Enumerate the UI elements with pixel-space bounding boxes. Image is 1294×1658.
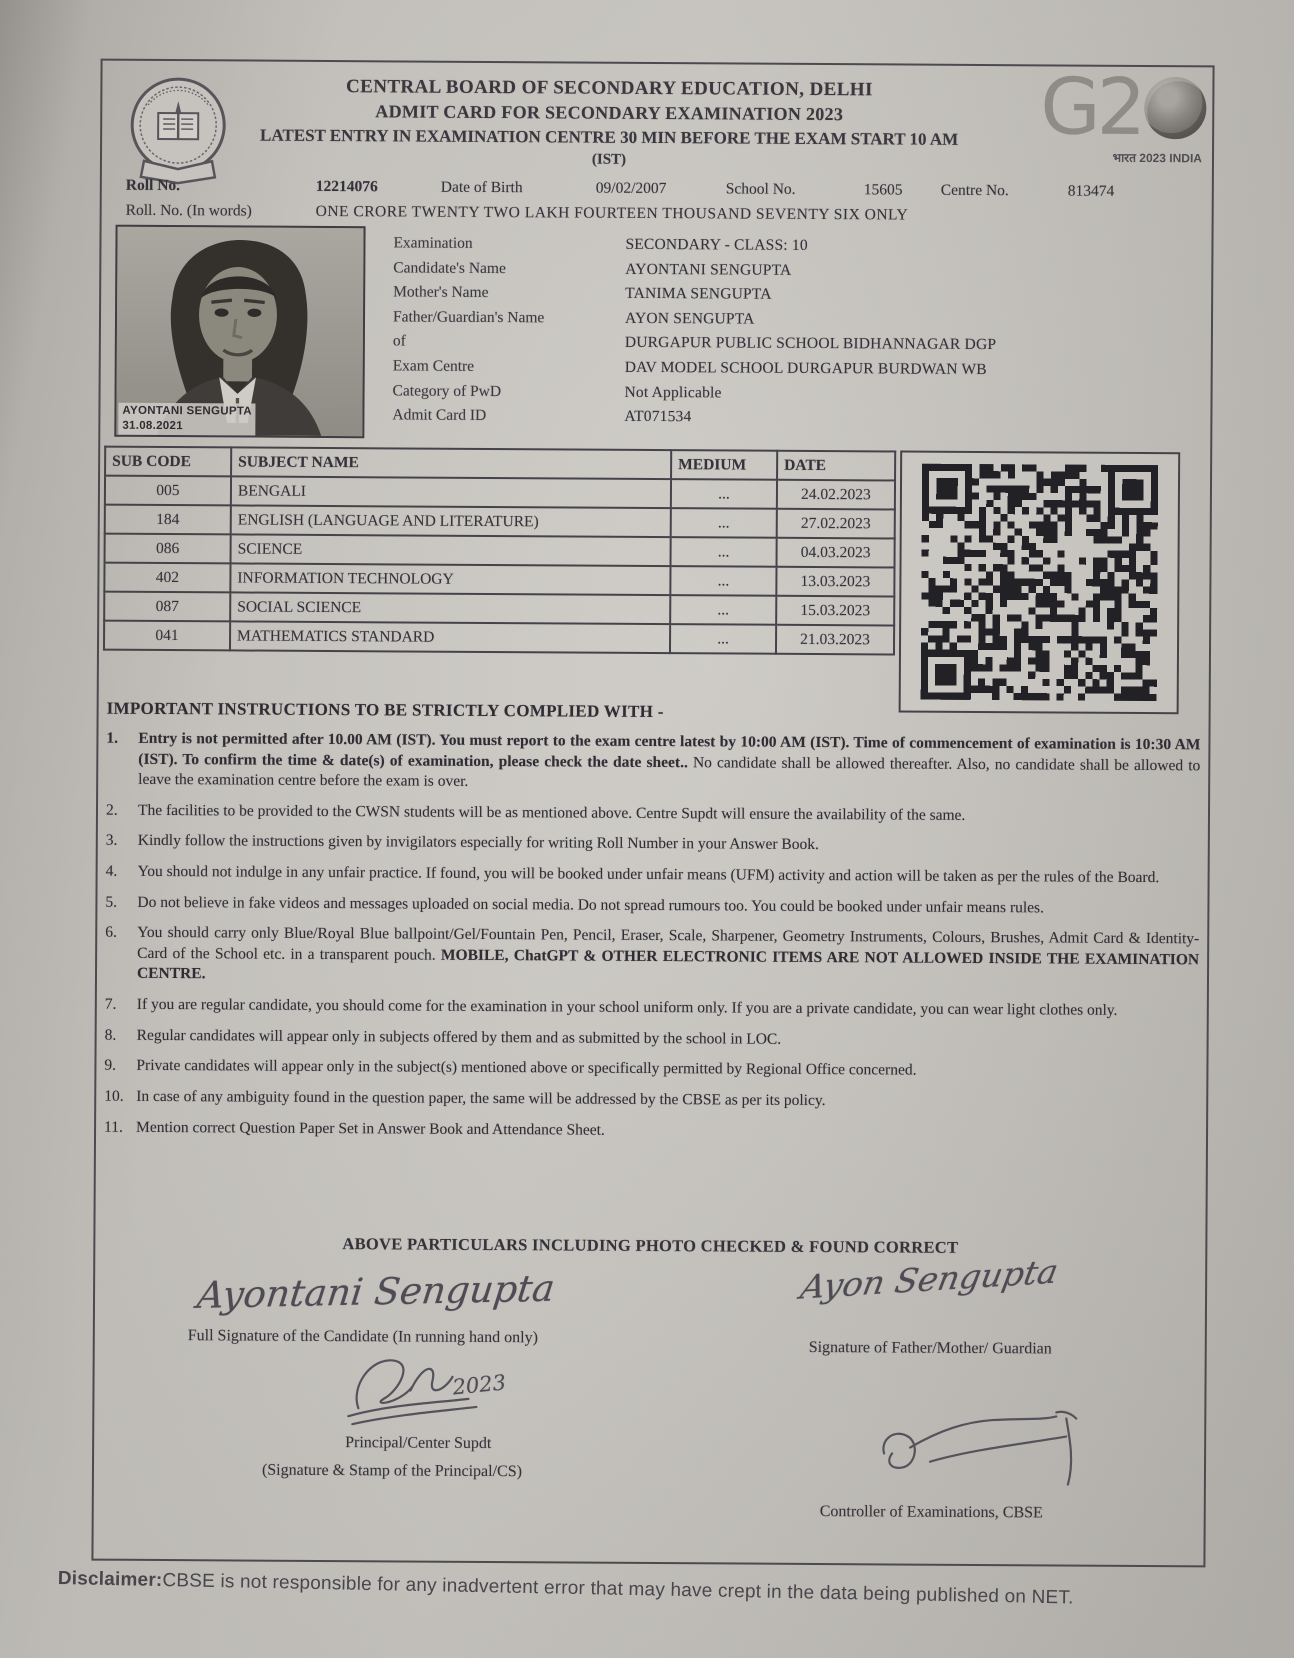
instruction-item: 8. Regular candidates will appear only in subjects offered by them and as submitted by the school in LOC. [104,1026,782,1048]
subject-date: 04.03.2023 [777,538,895,568]
instructions-heading: IMPORTANT INSTRUCTIONS TO BE STRICTLY COMPLIED WITH - [106,698,664,722]
candidate-details [392,234,1199,436]
subject-code: 086 [105,534,231,564]
g20-caption-year: 2023 INDIA [1139,150,1203,166]
instructions-section [104,699,1201,1145]
instruction-item: 4. You should not indulge in any unfair practice. If found, you will be booked under unfair means (UFM) activity and action will be taken as per the rules of the Board. [105,862,1160,887]
g20-text: G2 [1039,62,1143,153]
detail-value: AT071534 [624,407,692,426]
instruction-item: 5. Do not believe in fake videos and messages uploaded on social media. Do not spread rumours too. You could be booked under unfair means rules. [105,893,1045,917]
disclaimer-label: Disclaimer: [57,1568,163,1592]
entry-note: LATEST ENTRY IN EXAMINATION CENTRE 30 MIN BEFORE THE EXAM START 10 AM [260,125,959,149]
principal-signature-date: 2023 [451,1370,508,1400]
detail-label: Category of PwD [392,381,502,400]
detail-label: Examination [393,234,473,252]
col-header-subject-name: SUBJECT NAME [231,447,671,479]
candidate-signature-label: Full Signature of the Candidate (In running hand only) [187,1327,539,1347]
col-header-medium: MEDIUM [671,450,777,480]
detail-label: Admit Card ID [392,406,487,425]
detail-label: Exam Centre [392,357,475,375]
dob-label: Date of Birth [440,178,523,197]
parent-signature: Ayon Sengupta [797,1251,1062,1307]
detail-label: Candidate's Name [393,258,506,277]
principal-signature-label: Principal/Center Supdt [345,1434,492,1453]
qr-code-icon [912,464,1167,702]
roll-no-value: 12214076 [315,177,378,196]
disclaimer-text: CBSE is not responsible for any inadvertent error that may have crept in the data being published on NET. [162,1570,1074,1609]
instruction-item: 10. In case of any ambiguity found in the question paper, the same will be addressed by the CBSE as per its policy. [104,1087,826,1109]
g20-caption-hindi: भारत [1112,150,1137,165]
roll-words-label: Roll. No. (In words) [125,201,252,220]
school-no-label: School No. [725,180,796,198]
qr-code [899,451,1181,715]
instruction-item: 2. The facilities to be provided to the CWSN students will be as mentioned above. Centre Supdt will ensure the availability of the same. [105,801,966,824]
g20-globe-icon [1144,77,1206,139]
timezone-note: (IST) [591,151,627,168]
instruction-item: 6. You should carry only Blue/Royal Blue ballpoint/Gel/Fountain Pen, Pencil, Eraser, Scale, Sharpener, Geometry Instruments, Colours, Brushes, Admit Card & Identity-Card of the School etc. in a transparent pouch. MOBILE, ChatGPT & OTHER ELECTRONIC ITEMS ARE NOT ALLOWED INSIDE THE EXAMINATION CENTRE. [105,923,1200,983]
subject-medium: ... [671,537,777,567]
subject-date: 13.03.2023 [776,567,894,597]
g20-logo-row [986,62,1206,153]
subject-code: 402 [104,563,230,593]
principal-stamp-label: (Signature & Stamp of the Principal/CS) [261,1461,522,1481]
detail-value: AYON SENGUPTA [624,309,755,328]
g20-logo [986,62,1207,166]
subject-medium: ... [671,479,777,509]
subject-medium: ... [670,595,776,625]
subject-date: 15.03.2023 [776,596,894,626]
subject-name: ENGLISH (LANGUAGE AND LITERATURE) [231,505,671,537]
candidate-photo [114,225,365,439]
detail-label: Mother's Name [393,283,489,302]
document-title-block [194,75,1025,171]
detail-label: of [392,332,406,350]
subject-name: BENGALI [231,476,671,508]
principal-signature-icon [340,1346,551,1431]
subject-date: 21.03.2023 [776,625,894,655]
instruction-item: 7. If you are regular candidate, you should come for the examination in your school uniform only. If you are a private candidate, you can wear light clothes only. [104,995,1118,1019]
school-no-value: 15605 [863,181,903,199]
subject-date: 24.02.2023 [777,480,895,510]
photo-caption-name: AYONTANI SENGUPTA [122,405,252,418]
detail-value: SECONDARY - CLASS: 10 [625,235,808,254]
roll-number-section [126,177,1196,232]
photo-caption [118,403,256,436]
detail-value: Not Applicable [624,383,722,401]
col-header-sub-code: SUB CODE [105,447,231,477]
subject-medium: ... [671,508,777,538]
candidate-signature: Ayontani Sengupta [194,1266,558,1317]
admit-card-frame [91,59,1214,1568]
detail-value: DURGAPUR PUBLIC SCHOOL BIDHANNAGAR DGP [624,334,997,354]
subject-code: 005 [105,476,231,506]
disclaimer [58,1568,1258,1613]
centre-no-label: Centre No. [940,181,1009,200]
signatures-section [101,1233,1197,1560]
instruction-item: 3. Kindly follow the instructions given by invigilators especially for writing Roll Number in your Answer Book. [105,832,819,854]
roll-no-label: Roll No. [125,176,181,195]
subject-code: 087 [104,592,230,622]
centre-no-value: 813474 [1067,182,1115,200]
subject-name: SOCIAL SCIENCE [230,592,670,624]
parent-signature-label: Signature of Father/Mother/ Guardian [808,1338,1052,1358]
dob-value: 09/02/2007 [595,179,667,198]
subject-medium: ... [670,566,776,596]
detail-row [392,407,1198,437]
detail-value: AYONTANI SENGUPTA [625,260,792,279]
instruction-item: 9. Private candidates will appear only in the subject(s) mentioned above or specifically permitted by Regional Office concerned. [104,1056,917,1079]
particulars-confirmation-line: ABOVE PARTICULARS INCLUDING PHOTO CHECKED & FOUND CORRECT [342,1234,959,1257]
document-title: ADMIT CARD FOR SECONDARY EXAMINATION 2023 [375,101,844,125]
subject-medium: ... [670,624,776,654]
instruction-item: 11. Mention correct Question Paper Set in Answer Book and Attendance Sheet. [104,1118,605,1139]
controller-signature-icon [870,1395,1111,1496]
instruction-item: 1. Entry is not permitted after 10.00 AM (IST). You must report to the exam centre latest by 10:00 AM (IST). Time of commencement of examination is 10:30 AM (IST). To confirm the time & date(s) of examination, please check the date sheet.. No candidate shall be allowed thereafter. Also, no candidate shall be allowed to leave the examination centre before the exam is over. [106,729,1201,791]
detail-value: DAV MODEL SCHOOL DURGAPUR BURDWAN WB [624,358,987,378]
subjects-table [103,446,896,656]
detail-value: TANIMA SENGUPTA [625,285,772,303]
photo-caption-date: 31.08.2021 [122,419,183,432]
controller-signature-label: Controller of Examinations, CBSE [819,1503,1043,1522]
subject-code: 184 [105,505,231,535]
subject-name: INFORMATION TECHNOLOGY [230,563,670,595]
subject-name: SCIENCE [231,534,671,566]
org-name: CENTRAL BOARD OF SECONDARY EDUCATION, DELHI [345,76,873,101]
roll-words-value: ONE CRORE TWENTY TWO LAKH FOURTEEN THOUSAND SEVENTY SIX ONLY [315,202,909,224]
detail-label: Father/Guardian's Name [392,308,545,327]
col-header-date: DATE [777,451,895,481]
table-row [104,621,894,655]
subject-code: 041 [104,621,230,651]
subject-date: 27.02.2023 [777,509,895,539]
subject-name: MATHEMATICS STANDARD [230,621,670,653]
